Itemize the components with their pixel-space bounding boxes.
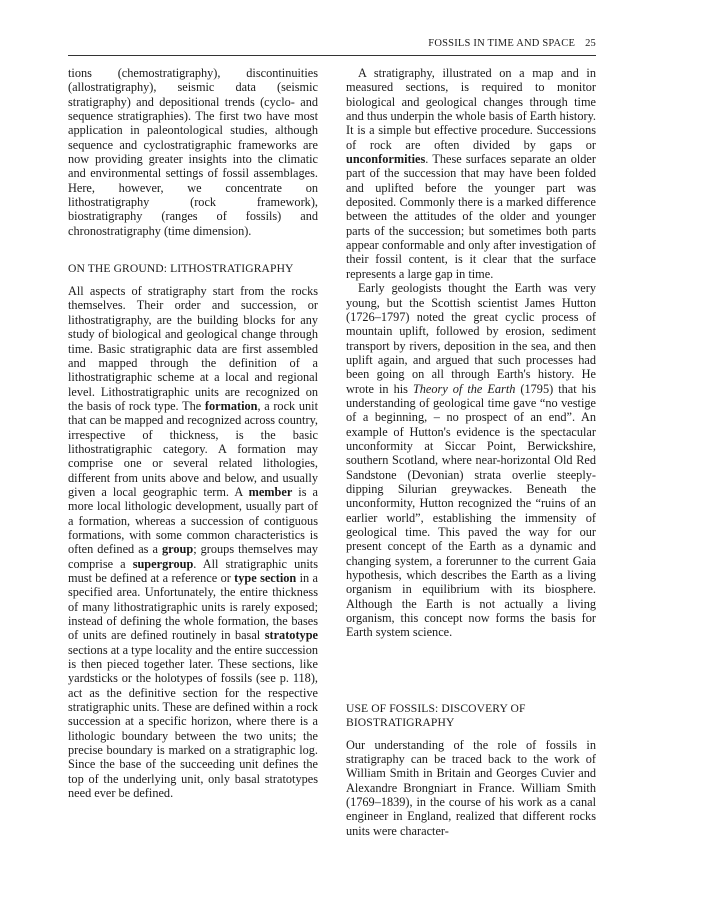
header-rule <box>68 55 596 56</box>
page-number: 25 <box>585 38 596 49</box>
left-column <box>68 66 318 801</box>
term-member: member <box>248 484 293 499</box>
term-type-section: type section <box>234 571 297 585</box>
term-supergroup: supergroup <box>132 556 194 571</box>
section-heading-biostratigraphy: USE OF FOSSILS: DISCOVERY OF BIOSTRATIGRAPHY <box>346 701 526 729</box>
left-paragraph-1: tions (chemostratigraphy), discontinuities (allostratigraphy), seismic data (seismic stratigraphy) and depositional trends (cyclo- and sequence stratigraphies). The first two have most application in paleontological studies, although sequence and cyclostratigraphic frameworks are now providing greater insights into the climatic and environmental settings of fossil assemblages. Here, however, we concentrate on lithostratigraphy (rock framework), biostratigraphy (ranges of fossils) and chronostratigraphy (time dimension). <box>68 66 318 238</box>
term-unconformities: unconformities <box>346 152 426 167</box>
book-title-theory-of-the-earth: Theory of the Earth <box>412 381 516 396</box>
right-paragraph-1: A stratigraphy, illustrated on a map and in measured sections, is required to monitor biological and geological changes through time and thus underpin the whole basis of Earth history. It is a simple but effective procedure. Successions of rock are often divided by gaps or unconformities. These surfaces separate an older part of the succession that may have been folded and uplifted before the younger part was deposited. Commonly there is a marked difference between the attitudes of the older and younger parts of the succession; but sometimes both parts appear conformable and only after investigation of their fossil content, is it clear that the surface represents a large gap in time. <box>346 66 596 281</box>
term-group: group <box>161 542 194 557</box>
right-paragraph-3: Our understanding of the role of fossils in stratigraphy can be traced back to the work of William Smith in Britain and Georges Cuvier and Alexandre Brongniart in France. William Smith (1769–1839), in the course of his work as a canal engineer in England, realized that different rocks units were character- <box>346 737 596 838</box>
term-stratotype: stratotype <box>264 628 318 643</box>
right-paragraph-2: Early geologists thought the Earth was very young, but the Scottish scientist James Hutton (1726–1797) noted the great cyclic process of mountain uplift, followed by erosion, sediment transport by rivers, deposition in the sea, and then uplift again, and argued that such processes had been going on all through Earth's history. He wrote in his Theory of the Earth (1795) that his understanding of geological time gave “no vestige of a beginning, – no prospect of an end”. An example of Hutton's evidence is the spectacular unconformity at Siccar Point, Berwickshire, southern Scotland, where near-horizontal Old Red Sandstone (Devonian) strata overlie steeply-dipping Silurian greywackes. Beneath the unconformity, Hutton recognized the “ruins of an earlier world”, establishing the immensity of geological time. This paved the way for our present concept of the Earth as a dynamic and changing system, a forerunner to the current Gaia hypothesis, which describes the Earth as a living organism in equilibrium with its biosphere. Although the Earth is not actually a living organism, this concept now forms the basis for Earth system science. <box>346 281 596 640</box>
running-head <box>428 38 596 49</box>
left-paragraph-2: All aspects of stratigraphy start from the rocks themselves. Their order and succession, or lithostratigraphy, are the building blocks for any study of biological and geological change through time. Basic stratigraphic data are first assembled and mapped through the definition of a lithostratigraphic scheme at a local and regional level. Lithostratigraphic units are recognized on the basis of rock type. The formation, a rock unit that can be mapped and recognized across country, irrespective of thickness, is the basic lithostratigraphic category. A formation may comprise one or several related lithologies, different from units above and below, and usually given a local geographic term. A member is a more local lithologic development, usually part of a formation, whereas a succession of contiguous formations, with some common characteristics is often defined as a group; groups themselves may comprise a supergroup. All stratigraphic units must be defined at a reference or type section in a specified area. Unfortunately, the entire thickness of many lithostratigraphic units is rarely exposed; instead of defining the whole formation, the bases of units are defined routinely in basal stratotype sections at a type locality and the entire succession is then pieced together later. These sections, like yardsticks or the holotypes of fossils (see p. 118), act as the definitive section for the respective stratigraphic units. These are defined within a rock succession at a specific horizon, where there is a lithologic boundary between the two units; the precise boundary is marked on a stratigraphic log. Since the base of the succeeding unit defines the top of the underlying unit, only basal stratotypes need ever be defined. <box>68 284 318 801</box>
section-heading-lithostratigraphy: ON THE GROUND: LITHOSTRATIGRAPHY <box>68 262 294 276</box>
right-column <box>346 66 596 838</box>
running-head-title: FOSSILS IN TIME AND SPACE <box>428 38 576 49</box>
term-formation: formation <box>204 398 258 413</box>
